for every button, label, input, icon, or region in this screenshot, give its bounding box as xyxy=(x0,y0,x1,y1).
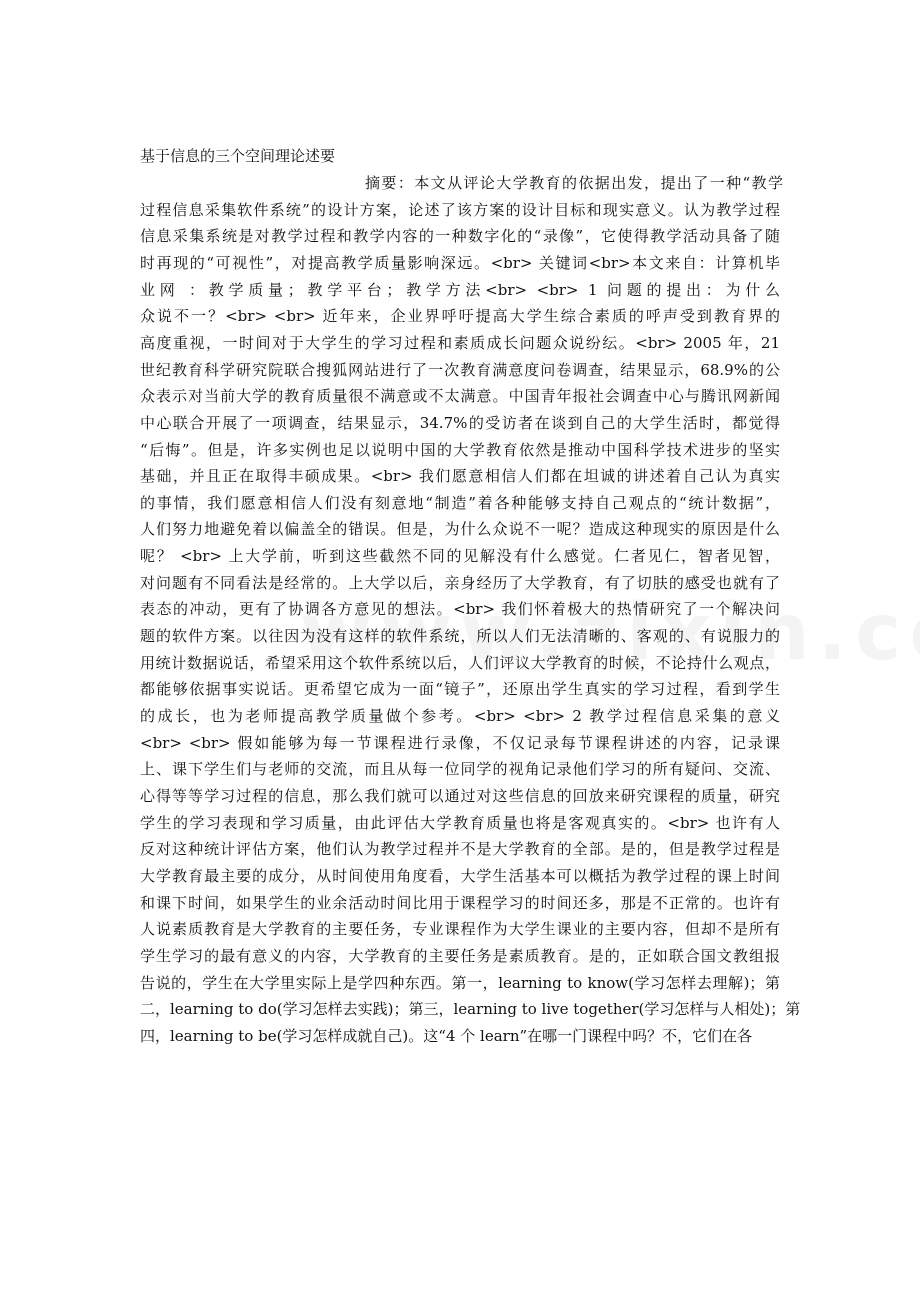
body-line: 四，learning to be(学习怎样成就自己)。这“4 个 learn”在哪一门课程中吗？不，它们在各 xyxy=(140,1026,753,1045)
document-title: 基于信息的三个空间理论述要 xyxy=(140,147,336,165)
body-line: 信息采集系统是对教学过程和教学内容的一种数字化的“录像”，它使得教学活动具备了随 xyxy=(140,227,780,246)
body-line: 人们努力地避免着以偏盖全的错误。但是，为什么众说不一呢？造成这种现实的原因是什么 xyxy=(140,520,780,539)
body-line: 用统计数据说话，希望采用这个软件系统以后，人们评议大学教育的时候，不论持什么观点， xyxy=(140,653,780,672)
body-line: 心得等等学习过程的信息，那么我们就可以通过对这些信息的回放来研究课程的质量，研究 xyxy=(140,786,780,805)
body-line: 反对这种统计评估方案，他们认为教学过程并不是大学教育的全部。是的，但是教学过程是 xyxy=(140,840,780,859)
body-line: 表态的冲动，更有了协调各方意见的想法。<br> 我们怀着极大的热情研究了一个解决问 xyxy=(140,600,780,619)
body-line: 大学教育最主要的成分，从时间使用角度看，大学生活基本可以概括为教学过程的课上时间 xyxy=(140,866,780,885)
body-line: 基础，并且正在取得丰硕成果。<br> 我们愿意相信人们都在坦诚的讲述着自己认为真实 xyxy=(140,467,780,486)
body-line: 告说的，学生在大学里实际上是学四种东西。第一，learning to know(学习怎样去理解)；第 xyxy=(140,973,780,992)
body-line: 高度重视，一时间对于大学生的学习过程和素质成长问题众说纷纭。<br> 2005 年，21 xyxy=(140,333,780,352)
body-line: 和课下时间，如果学生的业余活动时间比用于课程学习的时间还多，那是不正常的。也许有 xyxy=(140,893,780,912)
body-line: 学生学习的最有意义的内容，大学教育的主要任务是素质教育。是的，正如联合国文教组报 xyxy=(140,946,780,965)
body-line: 学生的学习表现和学习质量，由此评估大学教育质量也将是客观真实的。<br> 也许有人 xyxy=(140,813,780,832)
body-line: 众说不一？<br> <br> 近年来，企业界呼吁提高大学生综合素质的呼声受到教育界的 xyxy=(140,307,780,326)
body-line: 对问题有不同看法是经常的。上大学以后，亲身经历了大学教育，有了切肤的感受也就有了 xyxy=(140,573,780,592)
body-line: 二，learning to do(学习怎样去实践)；第三，learning to live together(学习怎样与人相处)；第 xyxy=(140,1000,801,1019)
body-line: “后悔”。但是，许多实例也足以说明中国的大学教育依然是推动中国科学技术进步的坚实 xyxy=(140,440,780,459)
body-line: 众表示对当前大学的教育质量很不满意或不太满意。中国青年报社会调查中心与腾讯网新闻 xyxy=(140,387,780,406)
body-line: 业网 ：教学质量；教学平台；教学方法<br> <br> 1 问题的提出：为什么 xyxy=(140,280,780,299)
body-line: 呢？ <br> 上大学前，听到这些截然不同的见解没有什么感觉。仁者见仁，智者见智， xyxy=(140,547,780,566)
body-line: 时再现的“可视性”，对提高教学质量影响深远。<br> 关键词<br>本文来自：计算机毕 xyxy=(140,253,780,272)
body-line: 过程信息采集软件系统”的设计方案，论述了该方案的设计目标和现实意义。认为教学过程 xyxy=(140,200,780,219)
body-line: 上、课下学生们与老师的交流，而且从每一位同学的视角记录他们学习的所有疑问、交流、 xyxy=(140,760,780,779)
body-line: <br> <br> 假如能够为每一节课程进行录像，不仅记录每节课程讲述的内容，记录课 xyxy=(140,733,780,752)
body-line: 中心联合开展了一项调查，结果显示，34.7%的受访者在谈到自己的大学生活时，都觉得 xyxy=(140,413,780,432)
body-line: 摘要：本文从评论大学教育的依据出发，提出了一种“教学 xyxy=(365,174,783,192)
body-line: 人说素质教育是大学教育的主要任务，专业课程作为大学生课业的主要内容，但却不是所有 xyxy=(140,920,780,939)
body-line: 的事情，我们愿意相信人们没有刻意地“制造”着各种能够支持自己观点的“统计数据”， xyxy=(140,493,780,512)
body-line: 的成长，也为老师提高教学质量做个参考。<br> <br> 2 教学过程信息采集的意义 xyxy=(140,707,780,725)
body-line: 世纪教育科学研究院联合搜狐网站进行了一次教育满意度问卷调查，结果显示，68.9%的公 xyxy=(140,360,780,379)
body-line: 题的软件方案。以往因为没有这样的软件系统，所以人们无法清晰的、客观的、有说服力的 xyxy=(140,627,780,646)
body-line: 都能够依据事实说话。更希望它成为一面“镜子”，还原出学生真实的学习过程，看到学生 xyxy=(140,680,780,699)
